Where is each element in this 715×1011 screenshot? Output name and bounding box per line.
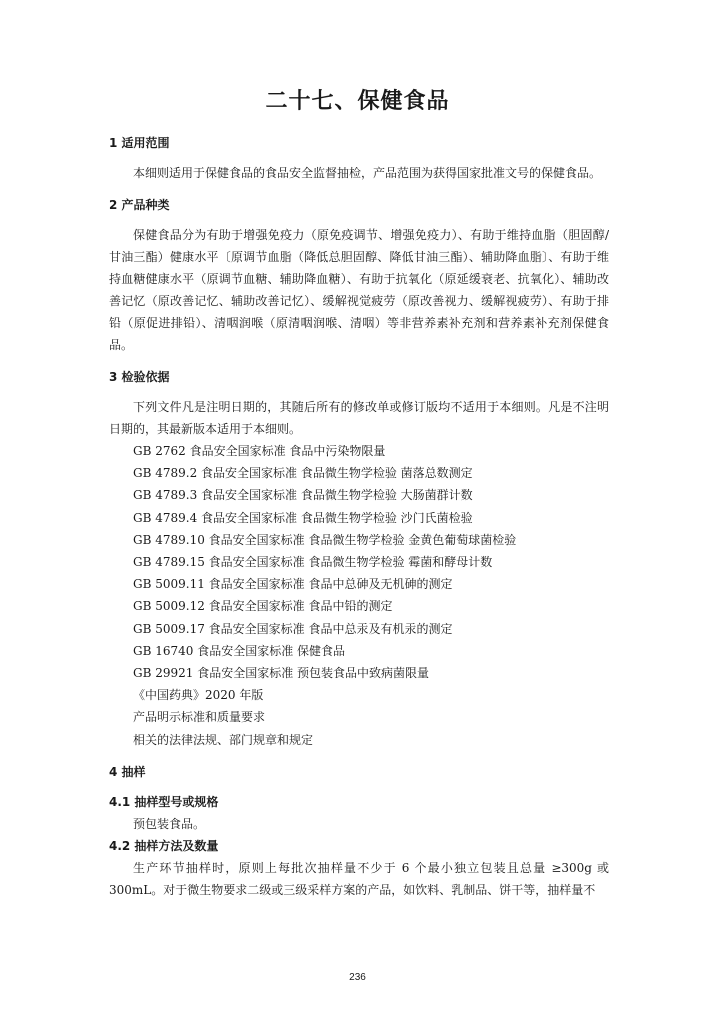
reference-item: GB 16740 食品安全国家标准 保健食品 (133, 643, 346, 658)
page-number: 236 (349, 972, 366, 983)
reference-item: GB 4789.15 食品安全国家标准 食品微生物学检验 霉菌和酵母计数 (133, 555, 493, 570)
reference-item: 《中国药典》2020 年版 (133, 688, 264, 703)
reference-item: GB 4789.2 食品安全国家标准 食品微生物学检验 菌落总数测定 (133, 466, 473, 481)
section-4-heading: 4 抽样 (109, 764, 146, 779)
section-2-heading: 2 产品种类 (109, 198, 170, 212)
reference-item: 相关的法律法规、部门规章和规定 (133, 732, 314, 747)
section-4-1-text: 预包装食品。 (133, 816, 206, 831)
document-body (109, 132, 609, 901)
reference-item: GB 4789.3 食品安全国家标准 食品微生物学检验 大肠菌群计数 (133, 488, 473, 503)
section-3-text: 下列文件凡是注明日期的，其随后所有的修改单或修订版均不适用于本细则。凡是不注明日期的，其最新版本适用于本细则。 (109, 400, 609, 436)
section-2-text: 保健食品分为有助于增强免疫力（原免疫调节、增强免疫力）、有助于维持血脂（胆固醇/甘油三酯）健康水平〔原调节血脂（降低总胆固醇、降低甘油三酯）、辅助降血脂〕、有助于维持血糖健康水平（原调节血糖、辅助降血糖）、有助于抗氧化（原延缓衰老、抗氧化）、辅助改善记忆（原改善记忆、辅助改善记忆）、缓解视觉疲劳（原改善视力、缓解视疲劳）、有助于排铅（原促进排铅）、清咽润喉（原清咽润喉、清咽）等非营养素补充剂和营养素补充剂保健食品。 (109, 228, 609, 352)
reference-item: GB 4789.4 食品安全国家标准 食品微生物学检验 沙门氏菌检验 (133, 510, 473, 525)
reference-item: GB 5009.11 食品安全国家标准 食品中总砷及无机砷的测定 (133, 577, 453, 592)
reference-item: GB 29921 食品安全国家标准 预包装食品中致病菌限量 (133, 666, 430, 681)
section-4-2-heading: 4.2 抽样方法及数量 (109, 838, 219, 853)
page-title: 二十七、保健食品 (265, 88, 450, 114)
reference-item: GB 4789.10 食品安全国家标准 食品微生物学检验 金黄色葡萄球菌检验 (133, 532, 517, 547)
section-1-text: 本细则适用于保健食品的食品安全监督抽检，产品范围为获得国家批准文号的保健食品。 (133, 166, 602, 180)
reference-item: 产品明示标准和质量要求 (133, 710, 266, 725)
reference-list (109, 440, 609, 751)
section-3-heading: 3 检验依据 (109, 370, 170, 384)
reference-item: GB 5009.17 食品安全国家标准 食品中总汞及有机汞的测定 (133, 621, 453, 636)
section-4-1-heading: 4.1 抽样型号或规格 (109, 794, 219, 809)
section-4-2-text: 生产环节抽样时，原则上每批次抽样量不少于 6 个最小独立包装且总量 ≥300g 或 300mL。对于微生物要求二级或三级采样方案的产品，如饮料、乳制品、饼干等，抽样量不 (109, 860, 609, 897)
section-1-heading: 1 适用范围 (109, 136, 170, 150)
reference-item: GB 5009.12 食品安全国家标准 食品中铅的测定 (133, 599, 393, 614)
reference-item: GB 2762 食品安全国家标准 食品中污染物限量 (133, 444, 386, 458)
